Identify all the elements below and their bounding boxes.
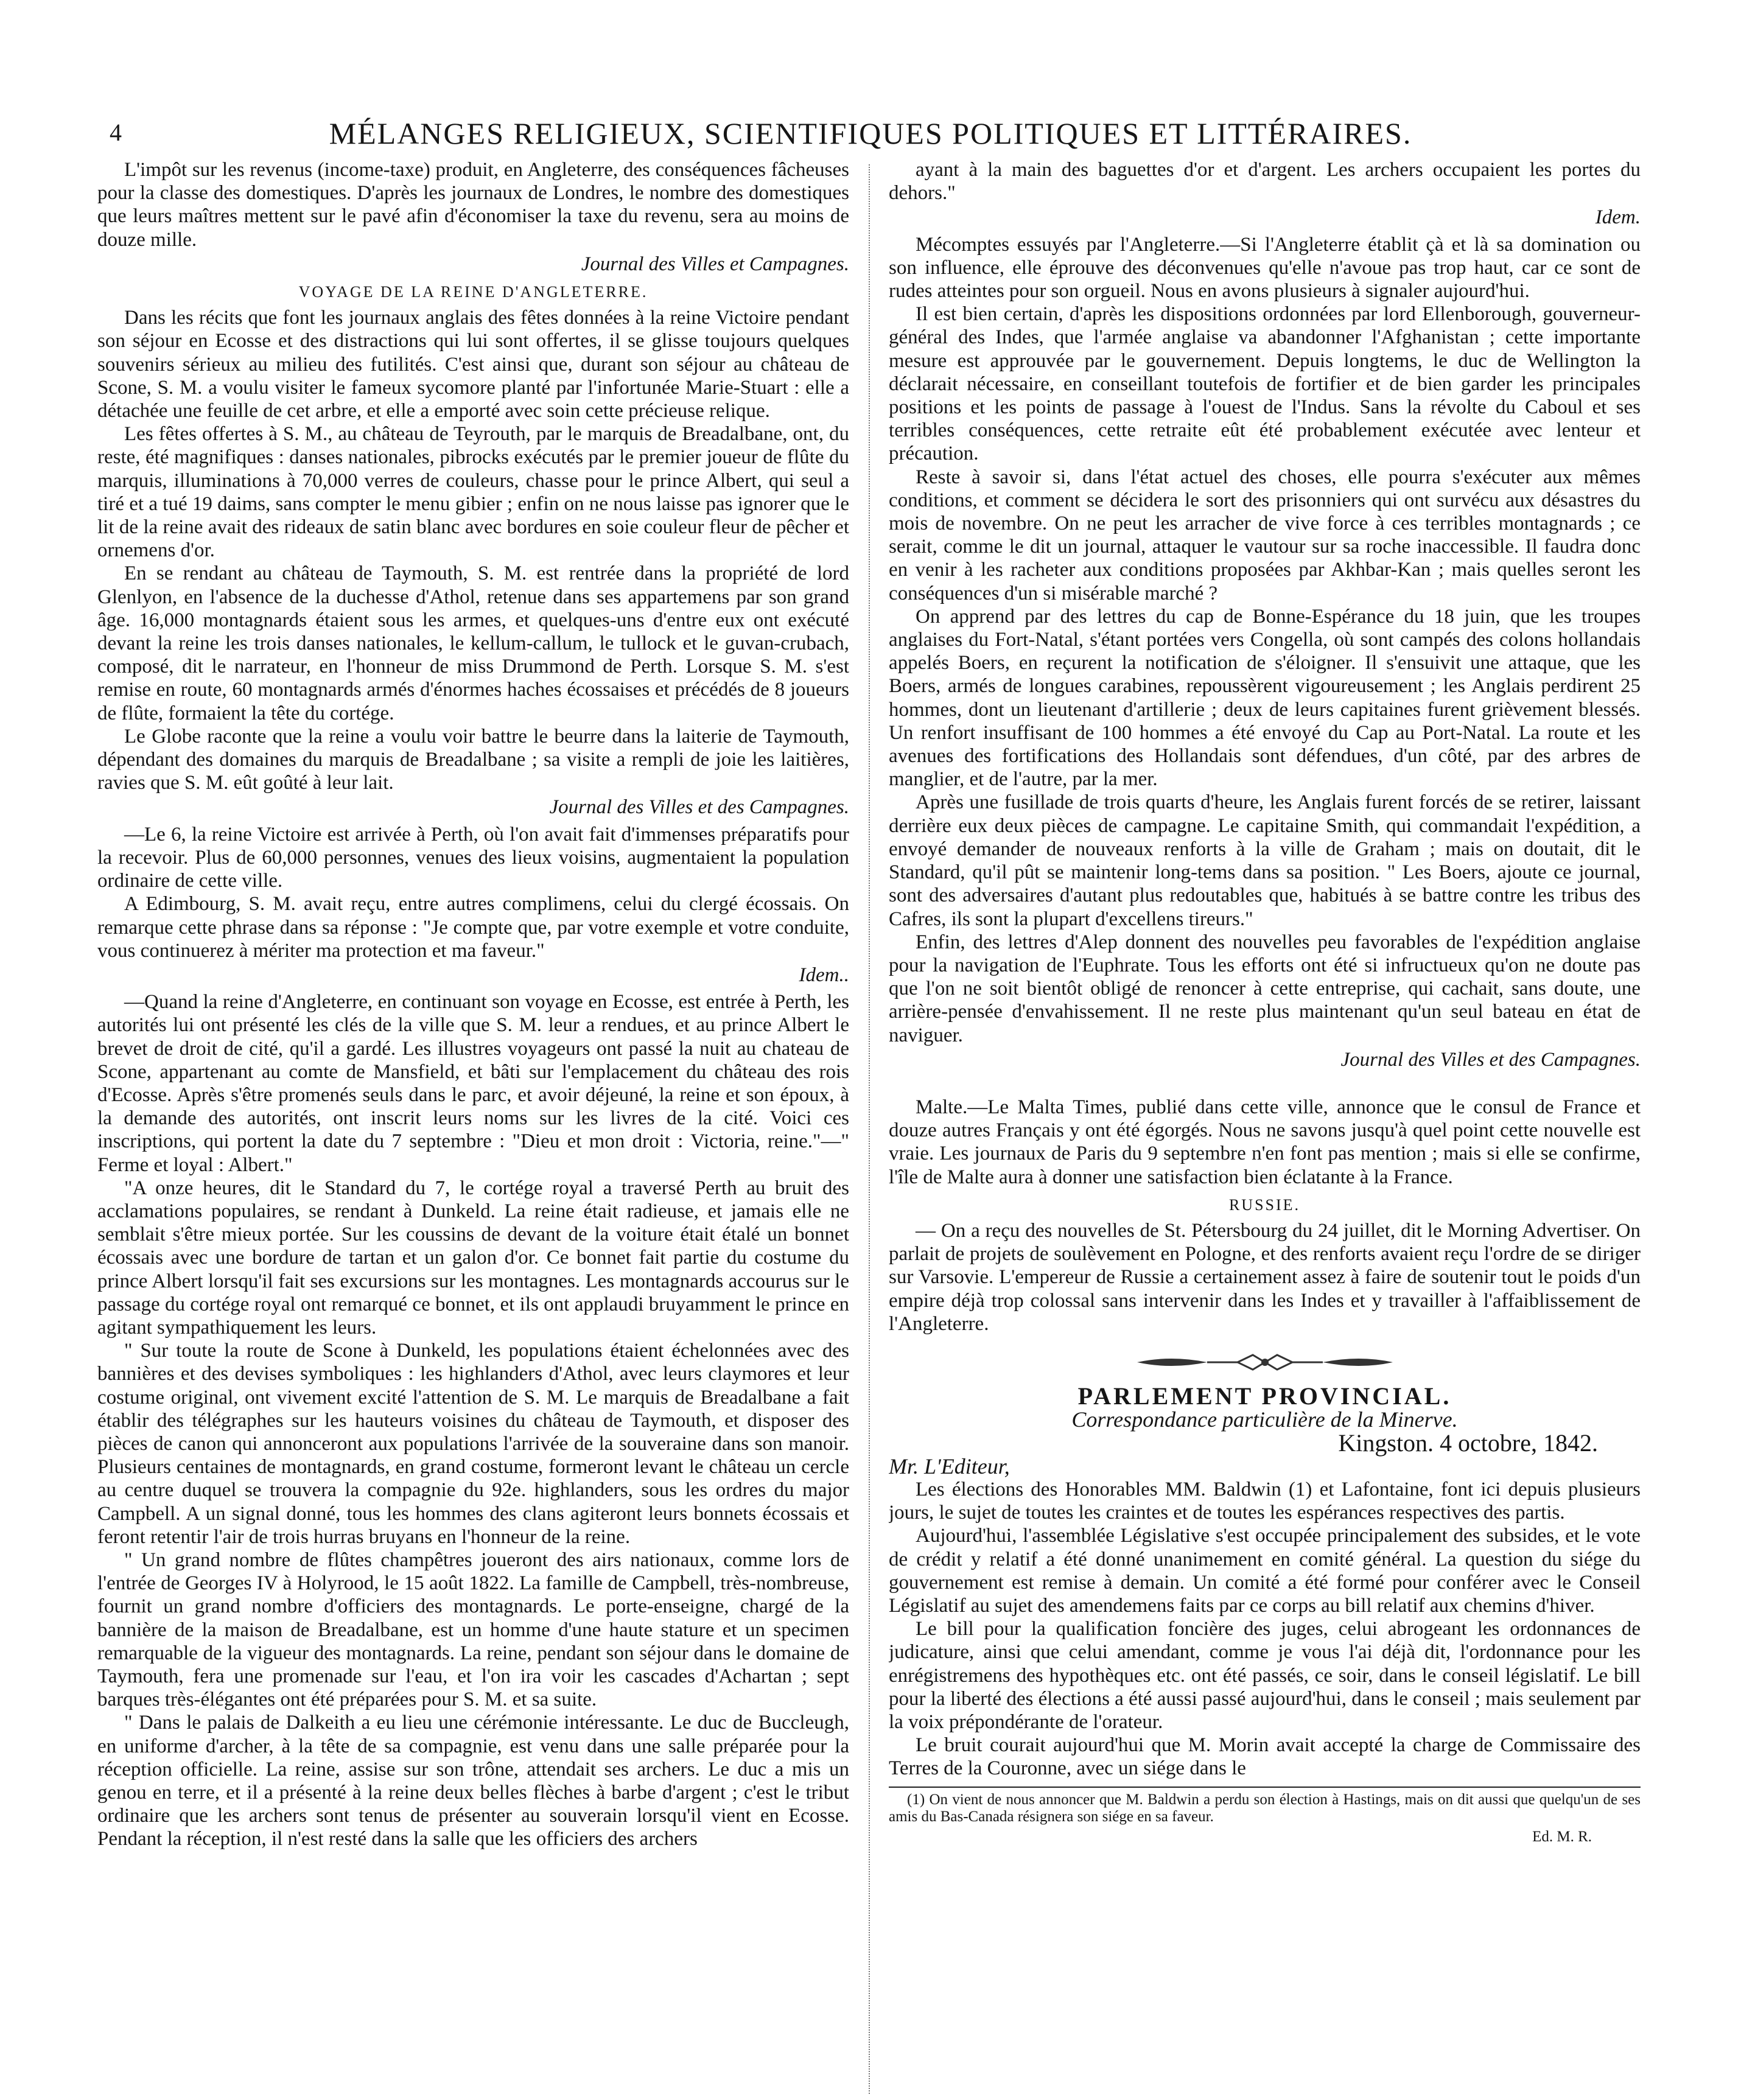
paragraph: " Dans le palais de Dalkeith a eu lieu une cérémonie intéressante. Le duc de Buccleugh, en uniforme d'archer, à la tête de sa compagnie, est venu dans une salle préparée pour la réception officielle. La reine, assise sur son trône, attendait ses archers. Le duc a mis un genou en terre, et il a présenté à la reine deux belles flèches à barbe d'argent ; c'est le tribut ordinaire que les archers sont tenus de présenter au souverain lorsqu'il vient en Ecosse. Pendant la réception, il n'est resté dans la salle que les officiers des archers (97, 1712, 849, 1850)
footnote: (1) On vient de nous annoncer que M. Baldwin a perdu son élection à Hastings, mais on dit aussi que quelqu'un de ses amis du Bas-Canada résignera son siége en sa faveur. (889, 1791, 1641, 1825)
paragraph: " Sur toute la route de Scone à Dunkeld, les populations étaient échelonnées avec des bannières et des devises symboliques : les highlanders d'Athol, avec leurs claymores et leur costume original, ont vivement excité l'attention de S. M. Le marquis de Breadalbane a fait établir des télégraphes sur les hauteurs voisines du château de Taymouth, et disposer des pièces de canon qui annonceront aux populations l'arrivée de la souveraine dans son manoir. Plusieurs centaines de montagnards, en grand costume, formeront levant le château un cercle au centre duquel se trouvera la compagnie du 92e. highlanders, sous les ordres du major Campbell. A un signal donné, tous les hommes des clans agiteront leurs bonnets écossais et feront retentir l'air de trois hurras bruyans en l'honneur de la reine. (97, 1340, 849, 1548)
correspondence-line: Correspondance particulière de la Minerve. (1071, 1407, 1458, 1432)
paragraph: Dans les récits que font les journaux anglais des fêtes données à la reine Victoire pendant son séjour en Ecosse et des distractions qui lui sont offertes, il se glisse toujours quelques souvenirs sérieux au milieu des futilités. C'est ainsi que, durant son séjour au château de Scone, S. M. a voulu visiter le fameux sycomore planté par l'infortunée Marie-Stuart : elle a détachée une feuille de cet arbre, et elle a emporté avec soin cette précieuse relique. (97, 307, 849, 422)
page-number: 4 (110, 119, 122, 146)
paragraph: —Quand la reine d'Angleterre, en continuant son voyage en Ecosse, est entrée à Perth, les autorités lui ont présenté les clés de la ville que S. M. leur a rendues, et au prince Albert le brevet de droit de cité, qu'il a gardé. Les illustres voyageurs ont passé la nuit au chateau de Scone, appartenant au comte de Mansfield, et bâti sur l'emplacement du château des rois d'Ecosse. Après s'être promenés seuls dans le parc, et avoir déjeuné, la reine et son époux, à la demande des autorités, ont inscrit leurs noms sur les livres de la cité. Voici ces inscriptions, qui portent la date du 7 septembre : "Dieu et mon droit : Victoria, reine."—" Ferme et loyal : Albert." (97, 991, 849, 1176)
paragraph: ayant à la main des baguettes d'or et d'argent. Les archers occupaient les portes du dehors." (889, 159, 1641, 205)
paragraph: " Un grand nombre de flûtes champêtres joueront des airs nationaux, comme lors de l'entrée de Georges IV à Holyrood, le 15 août 1822. La famille de Campbell, très-nombreuse, fournit un grand nombre d'officiers des montagnards. Le porte-enseigne, chargé de la bannière de la maison de Breadalbane, est un homme d'une haute stature et un specimen remarquable de la vigueur des montagnards. La reine, pendant son séjour dans le domaine de Taymouth, fera une promenade sur l'eau, et l'on ira voir les cascades d'Achartan ; sept barques très-élégantes ont été préparées pour S. M. et sa suite. (97, 1549, 849, 1711)
paragraph: En se rendant au château de Taymouth, S. M. est rentrée dans la propriété de lord Glenlyon, en l'absence de la duchesse d'Athol, retenue dans ses appartemens par son grand âge. 16,000 montagnards étaient sous les armes, et quelques-uns d'entre eux ont exécuté devant la reine les trois danses nationales, le kellum-callum, le tullock et le guvan-crubach, composé, dit le narrateur, en l'honneur de miss Drummond de Perth. Lorsque S. M. s'est remise en route, 60 montagnards armés d'énormes haches écossaises et précédés de 8 joueurs de flûte, formaient la tête du cortége. (97, 562, 849, 724)
paragraph: A Edimbourg, S. M. avait reçu, entre autres complimens, celui du clergé écossais. On remarque cette phrase dans sa réponse : "Je compte que, par votre exemple et votre conduite, vous continuerez à mériter ma protection et ma faveur." (97, 893, 849, 962)
paragraph: —Le 6, la reine Victoire est arrivée à Perth, où l'on avait fait d'immenses préparatifs pour la recevoir. Plus de 60,000 personnes, venues des lieux voisins, augmentaient la population ordinaire de cette ville. (97, 823, 849, 892)
running-title: MÉLANGES RELIGIEUX, SCIENTIFIQUES POLITIQUES ET LITTÉRAIRES. (329, 116, 1412, 150)
parliament-title: PARLEMENT PROVINCIAL. (1077, 1382, 1452, 1410)
salutation: Mr. L'Editeur, (889, 1454, 1010, 1479)
section-heading: RUSSIE. (1228, 1195, 1301, 1214)
page-header (97, 91, 1644, 158)
article-columns (97, 158, 1644, 2039)
paragraph: Reste à savoir si, dans l'état actuel des choses, elle pourra s'exécuter aux mêmes conditions, et comment se décidera le sort des prisonniers qui ont survécu aux désastres du mois de novembre. On ne peut les arracher de vive force à ces terribles montagnards ; ce serait, comme le dit un journal, attaquer le vautour sur sa roche inaccessible. Il faudra donc en venir à les racheter aux conditions proposées par Akhbar-Kan ; mais quelles seront les conséquences d'un si misérable marché ? (889, 466, 1641, 604)
paragraph: Malte.—Le Malta Times, publié dans cette ville, annonce que le consul de France et douze autres Français y ont été égorgés. Nous ne savons jusqu'à quel point cette nouvelle est vraie. Les journaux de Paris du 9 septembre n'en font pas mention ; mais si elle se confirme, l'île de Malte aura à donner une satisfaction bien éclatante à la France. (889, 1096, 1641, 1188)
newspaper-page (97, 91, 1644, 2039)
paragraph: "A onze heures, dit le Standard du 7, le cortége royal a traversé Perth au bruit des acclamations populaires, se rendant à Dunkeld. La reine était radieuse, et jamais elle ne semblait s'être mieux portée. Sur les coussins de devant de la voiture était étalé un bonnet écossais avec une bordure de tartan et un galon d'or. Ce bonnet fait partie du costume du prince Albert lorsqu'il fait ses excursions sur les montagnes. Les montagnards accourus sur le passage du cortége royal ont remarqué ce bonnet, et ils ont applaudi bruyamment le prince en agitant sympathiquement les leurs. (97, 1177, 849, 1339)
paragraph: Le Globe raconte que la reine a voulu voir battre le beurre dans la laiterie de Taymouth, dépendant des domaines du marquis de Breadalbane ; sa visite a rempli de joie les laitières, ravies que S. M. eût goûté à leur lait. (97, 725, 849, 794)
ornament-divider (889, 1353, 1641, 1377)
paragraph: Mécomptes essuyés par l'Angleterre.—Si l'Angleterre établit çà et là sa domination ou son influence, elle éprouve des déconvenues qu'elle n'avoue pas trop haut, car ce sont de rudes atteintes pour son orgueil. Nous en avons plusieurs à signaler aujourd'hui. (889, 233, 1641, 303)
source-signature: Idem. (1595, 206, 1641, 229)
section-heading: VOYAGE DE LA REINE D'ANGLETERRE. (298, 283, 648, 301)
source-signature: Idem.. (799, 964, 849, 986)
dateline: Kingston. 4 octobre, 1842. (1338, 1429, 1598, 1457)
paragraph: Il est bien certain, d'après les dispositions ordonnées par lord Ellenborough, gouverneur-général des Indes, que l'armée anglaise va abandonner l'Afghanistan ; cette importante mesure est approuvée par le gouvernement. Depuis longtems, le duc de Wellington la déclarait nécessaire, en conseillant toutefois de fortifier et de bien garder les principales positions et les points de passage à l'ouest de l'Indus. Sans la révolte du Caboul et ses terribles conséquences, cette retraite eût été probablement exécutée avec lenteur et précaution. (889, 303, 1641, 465)
footnote-rule (889, 1787, 1641, 1788)
source-signature: Journal des Villes et des Campagnes. (549, 796, 849, 819)
column-divider (869, 164, 870, 2094)
spacer (889, 1075, 1641, 1096)
paragraph: Le bill pour la qualification foncière des juges, celui abrogeant les ordonnances de judicature, ainsi que celui amendant, comme je vous l'ai déjà dit, l'ordonnance pour les enrégistremens des hypothèques etc. ont été passés, ce soir, dans le conseil législatif. Le bill pour la liberté des élections a été aussi passé aujourd'hui, dans le conseil ; mais seulement par la voix prépondérante de l'orateur. (889, 1618, 1641, 1733)
left-column (97, 158, 849, 2094)
paragraph: Après une fusillade de trois quarts d'heure, les Anglais furent forcés de se retirer, laissant derrière eux deux pièces de campagne. Le capitaine Smith, qui commandait l'expédition, a envoyé demander de nouveaux renforts à la ville de Graham ; mais on doutait, dit le Standard, qu'il pût se maintenir long-tems dans sa position. " Les Boers, ajoute ce journal, sont des adversaires d'autant plus redoutables que, habitués à se battre contre les tribus des Cafres, ils sont la plupart d'excellens tireurs." (889, 791, 1641, 930)
paragraph: Les élections des Honorables MM. Baldwin (1) et Lafontaine, font ici depuis plusieurs jours, le sujet de toutes les craintes et de toutes les espérances respectives des partis. (889, 1478, 1641, 1524)
paragraph: — On a reçu des nouvelles de St. Pétersbourg du 24 juillet, dit le Morning Advertiser. On parlait de projets de soulèvement en Pologne, et des renforts avaient reçu l'ordre de se diriger sur Varsovie. L'empereur de Russie a certainement assez à faire de soutenir tout le poids d'un empire déjà trop colossal sans intervenir dans les Indes et y travailler à l'affaiblissement de l'Angleterre. (889, 1219, 1641, 1335)
paragraph: Les fêtes offertes à S. M., au château de Teyrouth, par le marquis de Breadalbane, ont, du reste, été magnifiques : danses nationales, pibrocks exécutés par le premier joueur de flûte du marquis, illuminations à 70,000 verres de couleurs, chasse pour le prince Albert, qui seul a tiré et a tué 19 daims, sans compter le menu gibier ; enfin on ne nous laisse pas ignorer que le lit de la reine avait des rideaux de satin blanc avec bordures en soie couleur fleur de pêcher et ornemens d'or. (97, 423, 849, 562)
right-column (889, 158, 1641, 2094)
paragraph: Aujourd'hui, l'assemblée Législative s'est occupée principalement des subsides, et le vote de crédit y relatif a été donné unanimement en comité général. La question du siége du gouvernement est remise à demain. Un comité a été formé pour conférer avec le Conseil Législatif au sujet des amendemens faits par ce corps au bill relatif aux chemins d'hiver. (889, 1525, 1641, 1617)
paragraph: L'impôt sur les revenus (income-taxe) produit, en Angleterre, des conséquences fâcheuses pour la classe des domestiques. D'après les journaux de Londres, le nombre des domestiques que leurs maîtres mettent sur le pavé afin d'économiser la taxe du revenu, sera au moins de douze mille. (97, 159, 849, 251)
footnote-signature: Ed. M. R. (1532, 1828, 1592, 1845)
paragraph: Enfin, des lettres d'Alep donnent des nouvelles peu favorables de l'expédition anglaise pour la navigation de l'Euphrate. Tous les efforts ont été si infructueux qu'on ne doute pas que l'on ne soit bientôt obligé de renoncer à cette entreprise, qui cachait, sans doute, une arrière-pensée d'envahissement. Il ne reste plus maintenant qu'un seul bateau en état de naviguer. (889, 931, 1641, 1046)
paragraph: Le bruit courait aujourd'hui que M. Morin avait accepté la charge de Commissaire des Terres de la Couronne, avec un siége dans le (889, 1734, 1641, 1780)
source-signature: Journal des Villes et des Campagnes. (1340, 1048, 1641, 1071)
ornament-icon (1134, 1353, 1396, 1372)
paragraph: On apprend par des lettres du cap de Bonne-Espérance du 18 juin, que les troupes anglaises du Fort-Natal, s'étant portées vers Congella, où sont campés des colons hollandais appelés Boers, en reçurent la notification de s'éloigner. Il s'ensuivit une attaque, que les Boers, armés de longues carabines, repoussèrent vigoureusement ; les Anglais perdirent 25 hommes, dont un lieutenant d'artillerie ; deux de leurs capitaines furent grièvement blessés. Un renfort insuffisant de 100 hommes a été envoyé du Cap au Port-Natal. La route et les avenues des fortifications des Hollandais sont défendues, d'un côté, par des arbres de manglier, et de l'autre, par la mer. (889, 605, 1641, 791)
source-signature: Journal des Villes et Campagnes. (581, 253, 849, 275)
